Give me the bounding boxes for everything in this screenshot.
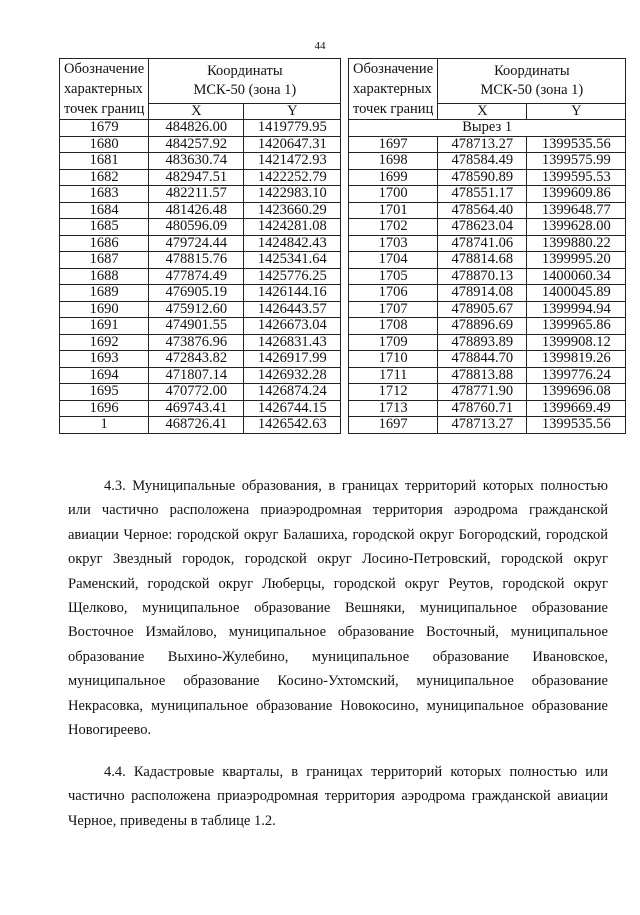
x-coordinate-cell: 478813.88	[438, 367, 527, 384]
y-coordinate-cell: 1399628.00	[527, 219, 626, 236]
point-id-cell: 1693	[60, 351, 149, 368]
table-row	[349, 268, 626, 285]
y-coordinate-cell: 1399908.12	[527, 334, 626, 351]
y-coordinate-cell: 1426831.43	[244, 334, 341, 351]
y-coordinate-cell: 1426874.24	[244, 384, 341, 401]
x-coordinate-cell: 478844.70	[438, 351, 527, 368]
x-coordinate-cell: 475912.60	[149, 301, 244, 318]
table-row	[60, 384, 341, 401]
x-coordinate-cell: 473876.96	[149, 334, 244, 351]
table-row	[349, 301, 626, 318]
header-line: Обозначение	[64, 61, 145, 77]
y-coordinate-cell: 1426917.99	[244, 351, 341, 368]
table-row	[60, 334, 341, 351]
y-coordinate-cell: 1426542.63	[244, 417, 341, 434]
table-row	[349, 417, 626, 434]
table-row	[60, 318, 341, 335]
point-id-cell: 1680	[60, 136, 149, 153]
x-coordinate-cell: 478771.90	[438, 384, 527, 401]
x-coordinate-cell: 478623.04	[438, 219, 527, 236]
y-column-header: Y	[244, 104, 341, 120]
point-id-cell: 1708	[349, 318, 438, 335]
point-id-cell: 1697	[349, 417, 438, 434]
x-coordinate-cell: 484826.00	[149, 120, 244, 137]
point-id-cell: 1686	[60, 235, 149, 252]
y-coordinate-cell: 1426443.57	[244, 301, 341, 318]
table-row	[60, 120, 341, 137]
table-row	[60, 367, 341, 384]
table-row	[349, 334, 626, 351]
point-id-cell: 1679	[60, 120, 149, 137]
point-id-cell: 1707	[349, 301, 438, 318]
y-coordinate-cell: 1399648.77	[527, 202, 626, 219]
point-id-cell: 1	[60, 417, 149, 434]
x-coordinate-cell: 472843.82	[149, 351, 244, 368]
point-id-cell: 1712	[349, 384, 438, 401]
coordinates-table-right	[348, 58, 626, 434]
table-row	[349, 285, 626, 302]
y-coordinate-cell: 1426744.15	[244, 400, 341, 417]
y-coordinate-cell: 1399535.56	[527, 417, 626, 434]
y-coordinate-cell: 1400045.89	[527, 285, 626, 302]
x-coordinate-cell: 480596.09	[149, 219, 244, 236]
point-id-cell: 1699	[349, 169, 438, 186]
y-coordinate-cell: 1399776.24	[527, 367, 626, 384]
y-coordinate-cell: 1426932.28	[244, 367, 341, 384]
point-id-cell: 1710	[349, 351, 438, 368]
point-id-cell: 1706	[349, 285, 438, 302]
y-coordinate-cell: 1421472.93	[244, 153, 341, 170]
point-id-cell: 1702	[349, 219, 438, 236]
y-coordinate-cell: 1424842.43	[244, 235, 341, 252]
point-id-cell: 1683	[60, 186, 149, 203]
point-id-cell: 1711	[349, 367, 438, 384]
table-header-row	[349, 59, 626, 104]
y-coordinate-cell: 1399696.08	[527, 384, 626, 401]
point-id-cell: 1698	[349, 153, 438, 170]
point-id-cell: 1692	[60, 334, 149, 351]
y-coordinate-cell: 1399965.86	[527, 318, 626, 335]
point-id-cell: 1681	[60, 153, 149, 170]
x-coordinate-cell: 481426.48	[149, 202, 244, 219]
table-row	[349, 219, 626, 236]
header-line: точек границ	[64, 101, 145, 117]
y-coordinate-cell: 1419779.95	[244, 120, 341, 137]
x-coordinate-cell: 478905.67	[438, 301, 527, 318]
x-coordinate-cell: 478815.76	[149, 252, 244, 269]
x-coordinate-cell: 482947.51	[149, 169, 244, 186]
table-row	[60, 301, 341, 318]
y-coordinate-cell: 1423660.29	[244, 202, 341, 219]
y-coordinate-cell: 1422252.79	[244, 169, 341, 186]
table-row	[60, 186, 341, 203]
table-row	[349, 367, 626, 384]
y-coordinate-cell: 1426144.16	[244, 285, 341, 302]
x-coordinate-cell: 478551.17	[438, 186, 527, 203]
x-coordinate-cell: 479724.44	[149, 235, 244, 252]
point-id-cell: 1682	[60, 169, 149, 186]
point-id-cell: 1709	[349, 334, 438, 351]
x-column-header: X	[438, 104, 527, 120]
table-header-row	[60, 59, 341, 104]
y-coordinate-cell: 1425341.64	[244, 252, 341, 269]
point-id-cell: 1704	[349, 252, 438, 269]
header-line: Координаты	[207, 63, 283, 79]
y-coordinate-cell: 1399575.99	[527, 153, 626, 170]
point-designation-header	[349, 59, 438, 120]
header-line: точек границ	[353, 101, 434, 117]
x-coordinate-cell: 478814.68	[438, 252, 527, 269]
table-row	[60, 268, 341, 285]
table-row	[60, 417, 341, 434]
section-title: Вырез 1	[349, 120, 626, 137]
table-row	[60, 400, 341, 417]
y-coordinate-cell: 1399609.86	[527, 186, 626, 203]
table-row	[349, 186, 626, 203]
y-coordinate-cell: 1426673.04	[244, 318, 341, 335]
point-id-cell: 1700	[349, 186, 438, 203]
y-coordinate-cell: 1422983.10	[244, 186, 341, 203]
coordinates-table-left	[59, 58, 341, 434]
x-coordinate-cell: 477874.49	[149, 268, 244, 285]
table-row	[60, 285, 341, 302]
point-id-cell: 1688	[60, 268, 149, 285]
y-column-header: Y	[527, 104, 626, 120]
x-coordinate-cell: 478914.08	[438, 285, 527, 302]
table-row	[349, 351, 626, 368]
y-coordinate-cell: 1399994.94	[527, 301, 626, 318]
table-row	[60, 235, 341, 252]
header-line: МСК-50 (зона 1)	[480, 82, 584, 98]
y-coordinate-cell: 1400060.34	[527, 268, 626, 285]
point-id-cell: 1694	[60, 367, 149, 384]
point-designation-header	[60, 59, 149, 120]
table-row	[349, 318, 626, 335]
y-coordinate-cell: 1399819.26	[527, 351, 626, 368]
point-id-cell: 1685	[60, 219, 149, 236]
x-coordinate-cell: 468726.41	[149, 417, 244, 434]
table-row	[349, 235, 626, 252]
point-id-cell: 1684	[60, 202, 149, 219]
x-coordinate-cell: 478713.27	[438, 136, 527, 153]
y-coordinate-cell: 1425776.25	[244, 268, 341, 285]
point-id-cell: 1713	[349, 400, 438, 417]
header-line: Координаты	[494, 63, 570, 79]
table-row	[60, 351, 341, 368]
coordinates-header	[149, 59, 341, 104]
paragraph-4-4: 4.4. Кадастровые кварталы, в границах территорий которых полностью или частично расположена приаэродромная территория аэродрома гражданской авиации Черное, приведены в таблице 1.2.	[68, 764, 608, 829]
x-coordinate-cell: 478741.06	[438, 235, 527, 252]
table-row	[349, 169, 626, 186]
x-coordinate-cell: 478893.89	[438, 334, 527, 351]
y-coordinate-cell: 1424281.08	[244, 219, 341, 236]
point-id-cell: 1695	[60, 384, 149, 401]
header-line: МСК-50 (зона 1)	[193, 82, 297, 98]
header-line: характерных	[353, 81, 432, 97]
y-coordinate-cell: 1399669.49	[527, 400, 626, 417]
table-row	[349, 153, 626, 170]
x-coordinate-cell: 478564.40	[438, 202, 527, 219]
page-number: 44	[314, 40, 326, 52]
x-coordinate-cell: 469743.41	[149, 400, 244, 417]
x-coordinate-cell: 471807.14	[149, 367, 244, 384]
x-coordinate-cell: 478584.49	[438, 153, 527, 170]
x-coordinate-cell: 476905.19	[149, 285, 244, 302]
y-coordinate-cell: 1399880.22	[527, 235, 626, 252]
x-coordinate-cell: 474901.55	[149, 318, 244, 335]
table-row	[60, 169, 341, 186]
point-id-cell: 1689	[60, 285, 149, 302]
y-coordinate-cell: 1399995.20	[527, 252, 626, 269]
x-coordinate-cell: 482211.57	[149, 186, 244, 203]
point-id-cell: 1687	[60, 252, 149, 269]
table-row	[60, 153, 341, 170]
table-row	[349, 136, 626, 153]
table-row	[60, 202, 341, 219]
table-row	[349, 252, 626, 269]
table-row	[349, 400, 626, 417]
point-id-cell: 1703	[349, 235, 438, 252]
point-id-cell: 1697	[349, 136, 438, 153]
y-coordinate-cell: 1420647.31	[244, 136, 341, 153]
x-coordinate-cell: 470772.00	[149, 384, 244, 401]
x-column-header: X	[149, 104, 244, 120]
header-line: Обозначение	[353, 61, 434, 77]
x-coordinate-cell: 478870.13	[438, 268, 527, 285]
header-line: характерных	[64, 81, 143, 97]
table-row	[60, 219, 341, 236]
section-title-row	[349, 120, 626, 137]
point-id-cell: 1696	[60, 400, 149, 417]
point-id-cell: 1701	[349, 202, 438, 219]
table-row	[349, 202, 626, 219]
paragraph-4-3: 4.3. Муниципальные образования, в границах территорий которых полностью или частично расположена приаэродромная территория аэродрома гражданской авиации Черное: городской округ Балашиха, городской округ Богородский, городской округ Звездный городок, городской округ Лосино-Петровский, городской округ Раменский, городской округ Люберцы, городской округ Реутов, городской округ Щелково, муниципальное образование Вешняки, муниципальное образование Восточное Измайлово, муниципальное образование Восточный, муниципальное образование Выхино-Жулебино, муниципальное образование Ивановское, муниципальное образование Косино-Ухтомский, муниципальное образование Некрасовка, муниципальное образование Новокосино, муниципальное образование Новогиреево.	[68, 478, 608, 739]
x-coordinate-cell: 478590.89	[438, 169, 527, 186]
x-coordinate-cell: 483630.74	[149, 153, 244, 170]
point-id-cell: 1705	[349, 268, 438, 285]
y-coordinate-cell: 1399535.56	[527, 136, 626, 153]
x-coordinate-cell: 484257.92	[149, 136, 244, 153]
x-coordinate-cell: 478713.27	[438, 417, 527, 434]
x-coordinate-cell: 478896.69	[438, 318, 527, 335]
table-row	[349, 384, 626, 401]
table-row	[60, 136, 341, 153]
y-coordinate-cell: 1399595.53	[527, 169, 626, 186]
point-id-cell: 1690	[60, 301, 149, 318]
coordinates-header	[438, 59, 626, 104]
point-id-cell: 1691	[60, 318, 149, 335]
table-row	[60, 252, 341, 269]
x-coordinate-cell: 478760.71	[438, 400, 527, 417]
